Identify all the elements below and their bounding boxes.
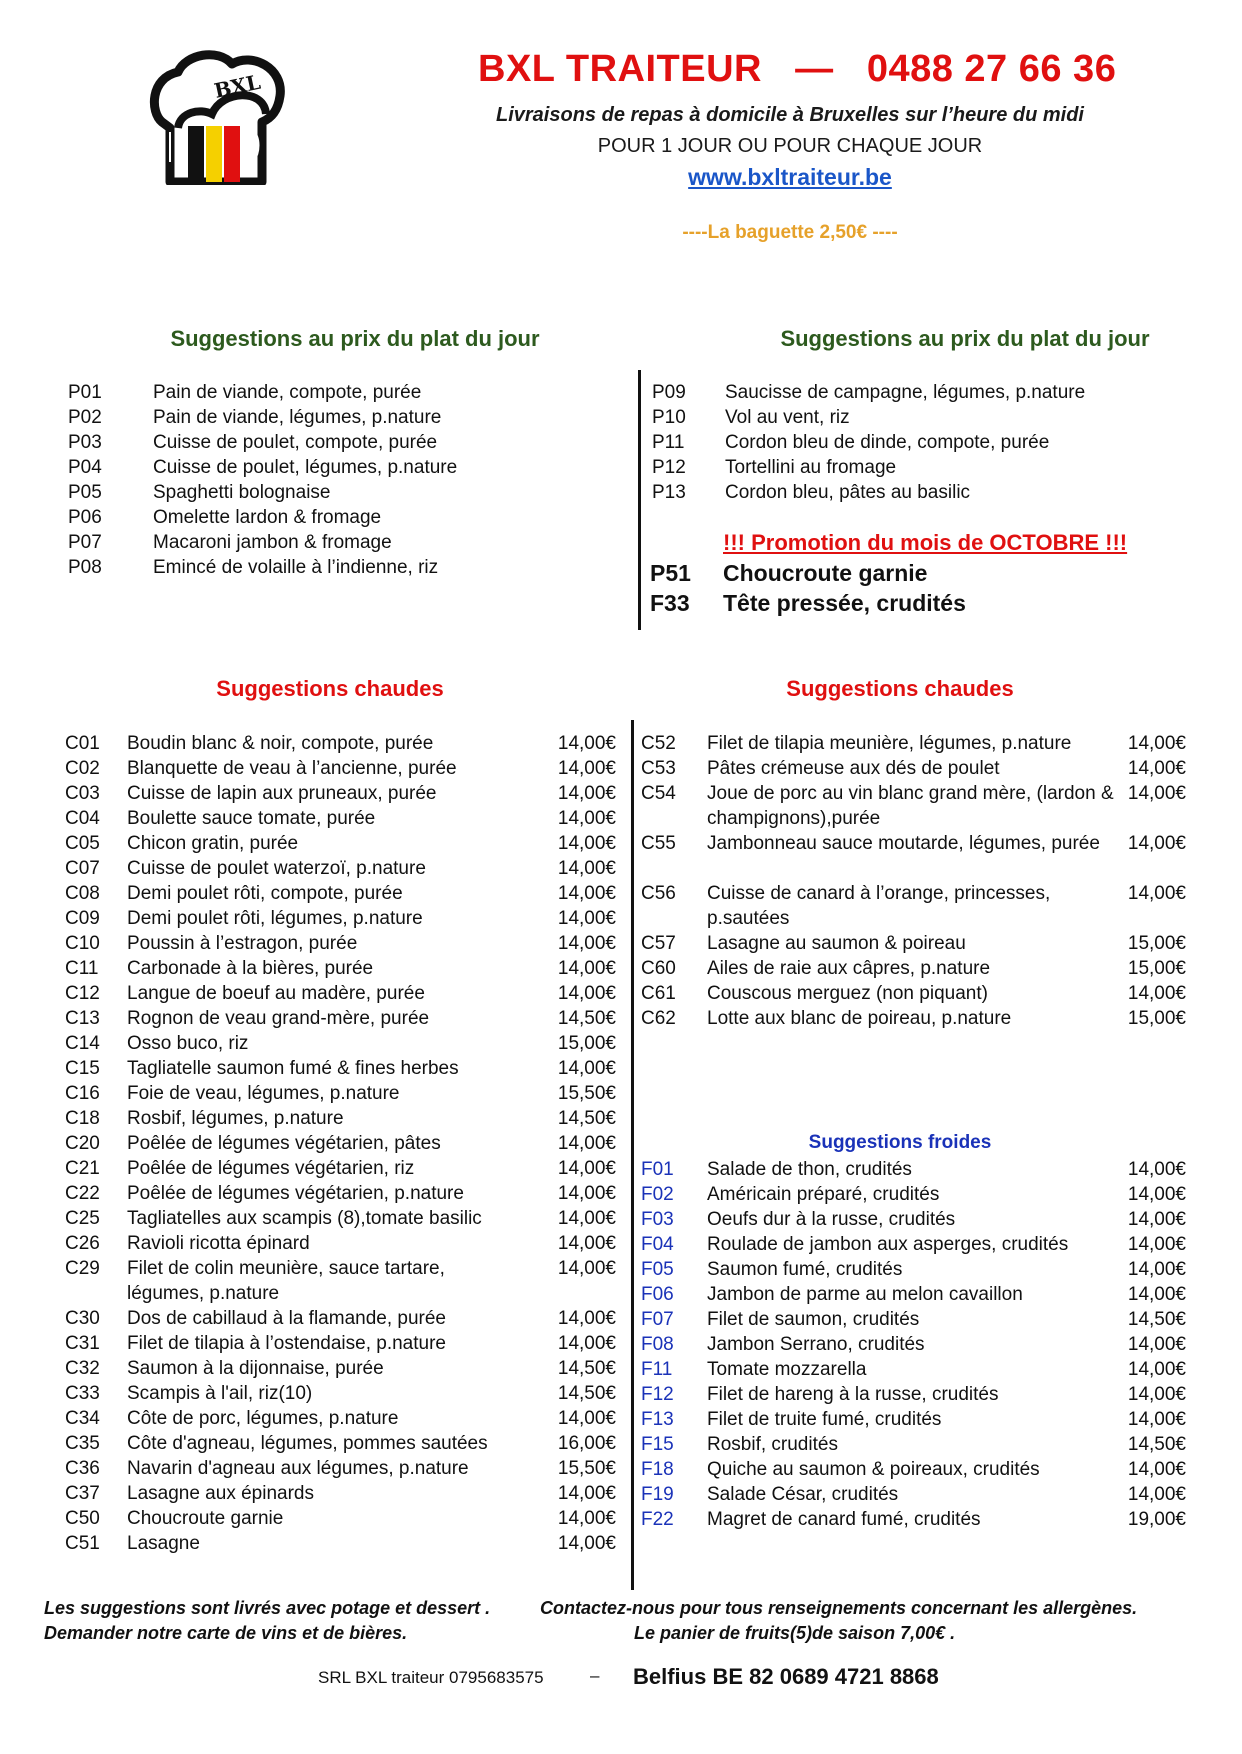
item-code: C04 (65, 808, 100, 829)
item-label: Scampis à l'ail, riz(10) (127, 1383, 313, 1404)
column-divider (638, 370, 641, 630)
menu-item (65, 1406, 620, 1431)
company-registration: SRL BXL traiteur 0795683575 (318, 1668, 544, 1687)
item-price: 15,00€ (1127, 933, 1186, 954)
item-code: P03 (68, 432, 102, 453)
item-label: Saumon à la dijonnaise, purée (127, 1358, 384, 1379)
item-price: 14,00€ (1127, 1359, 1186, 1380)
menu-item (652, 405, 1192, 430)
plat-du-jour-list-left (68, 380, 628, 580)
item-label: Lotte aux blanc de poireau, p.nature (707, 1008, 1012, 1029)
item-price: 14,50€ (557, 1008, 616, 1029)
menu-item (68, 380, 628, 405)
item-code: C05 (65, 833, 100, 854)
menu-item (65, 1356, 620, 1381)
item-label: Ravioli ricotta épinard (127, 1233, 310, 1254)
item-label: Oeufs dur à la russe, crudités (707, 1209, 956, 1230)
menu-item (641, 1482, 1191, 1507)
item-label: Boulette sauce tomate, purée (127, 808, 376, 829)
item-price: 14,00€ (557, 1058, 616, 1079)
item-price: 14,00€ (1127, 1209, 1186, 1230)
item-price: 14,00€ (1127, 758, 1186, 779)
footer-note-wines: Demander notre carte de vins et de bières. (44, 1623, 408, 1643)
menu-item (652, 455, 1192, 480)
footer-separator: – (590, 1666, 600, 1685)
item-label: Cuisse de poulet, légumes, p.nature (153, 457, 458, 478)
item-label: Cuisse de canard à l’orange, princesses, p.sautées (707, 883, 1051, 929)
chaudes-list-right (641, 731, 1191, 1031)
menu-item (65, 1331, 620, 1356)
item-label: Filet de tilapia meunière, légumes, p.nature (707, 733, 1072, 754)
item-code: F22 (641, 1509, 674, 1530)
item-label: Tagliatelle saumon fumé & fines herbes (127, 1058, 459, 1079)
item-label: Macaroni jambon & fromage (153, 532, 392, 553)
item-label: Navarin d'agneau aux légumes, p.nature (127, 1458, 469, 1479)
menu-item (65, 1481, 620, 1506)
menu-item (65, 931, 620, 956)
item-price: 14,00€ (557, 958, 616, 979)
item-label: Couscous merguez (non piquant) (707, 983, 988, 1004)
plat-du-jour-heading-right: Suggestions au prix du plat du jour (780, 326, 1150, 351)
item-price: 14,00€ (557, 1308, 616, 1329)
menu-item (641, 1157, 1191, 1182)
item-code: F08 (641, 1334, 674, 1355)
item-code: P09 (652, 382, 686, 403)
item-code: P02 (68, 407, 102, 428)
item-price: 15,00€ (1127, 1008, 1186, 1029)
baguette-price: ----La baguette 2,50€ ---- (682, 222, 898, 243)
chaudes-heading-right: Suggestions chaudes (786, 676, 1014, 701)
item-price: 14,50€ (1127, 1309, 1186, 1330)
item-code: C61 (641, 983, 676, 1004)
item-label: Omelette lardon & fromage (153, 507, 382, 528)
menu-item (68, 405, 628, 430)
chaudes-heading-left: Suggestions chaudes (216, 676, 444, 701)
item-code: C02 (65, 758, 100, 779)
item-code: C03 (65, 783, 100, 804)
item-code: C10 (65, 933, 100, 954)
menu-item (641, 956, 1191, 981)
menu-item (641, 981, 1191, 1006)
period-text: POUR 1 JOUR OU POUR CHAQUE JOUR (597, 135, 983, 157)
item-label: Blanquette de veau à l’ancienne, purée (127, 758, 457, 779)
item-code: F19 (641, 1484, 674, 1505)
item-label: Rosbif, légumes, p.nature (127, 1108, 344, 1129)
menu-item (65, 981, 620, 1006)
item-price: 14,00€ (557, 808, 616, 829)
column-divider (631, 720, 634, 1590)
menu-item (641, 881, 1191, 931)
footer-note-delivery: Les suggestions sont livrés avec potage et dessert . (44, 1598, 491, 1618)
item-code: C21 (65, 1158, 100, 1179)
item-code: C07 (65, 858, 100, 879)
item-price: 14,00€ (557, 908, 616, 929)
item-label: Poêlée de légumes végétarien, riz (127, 1158, 415, 1179)
item-label: Pâtes crémeuse aux dés de poulet (707, 758, 1000, 779)
menu-item (641, 931, 1191, 956)
item-code: C20 (65, 1133, 100, 1154)
item-code: P08 (68, 557, 102, 578)
menu-item (65, 1306, 620, 1331)
item-price: 14,00€ (1127, 1259, 1186, 1280)
item-code: F02 (641, 1184, 674, 1205)
item-code: F04 (641, 1234, 674, 1255)
item-code: P13 (652, 482, 686, 503)
item-price: 14,00€ (1127, 783, 1186, 804)
item-code: C25 (65, 1208, 100, 1229)
item-code: C56 (641, 883, 676, 904)
item-code: C51 (65, 1533, 100, 1554)
item-label: Poêlée de légumes végétarien, pâtes (127, 1133, 441, 1154)
item-label: Jambon de parme au melon cavaillon (707, 1284, 1023, 1305)
froides-list (641, 1157, 1191, 1532)
menu-item (65, 1506, 620, 1531)
menu-item (641, 781, 1191, 831)
item-label: Roulade de jambon aux asperges, crudités (707, 1234, 1069, 1255)
item-label: Jambon Serrano, crudités (707, 1334, 925, 1355)
promo-code: F33 (650, 590, 690, 616)
plat-du-jour-list-right (652, 380, 1192, 505)
menu-item (65, 756, 620, 781)
item-code: C34 (65, 1408, 100, 1429)
item-price: 14,00€ (557, 933, 616, 954)
menu-item (65, 1006, 620, 1031)
menu-item (65, 781, 620, 806)
item-price: 14,00€ (557, 1233, 616, 1254)
item-price: 14,00€ (557, 1208, 616, 1229)
logo-text: BXL (212, 69, 263, 103)
menu-item (68, 505, 628, 530)
item-label: Pain de viande, légumes, p.nature (153, 407, 442, 428)
item-price: 14,00€ (557, 1408, 616, 1429)
item-price: 14,00€ (1127, 1234, 1186, 1255)
item-code: P01 (68, 382, 102, 403)
item-code: P10 (652, 407, 686, 428)
item-code: C60 (641, 958, 676, 979)
menu-item (65, 806, 620, 831)
item-label: Chicon gratin, purée (127, 833, 299, 854)
item-code: C29 (65, 1258, 100, 1279)
menu-item (68, 430, 628, 455)
menu-item (65, 1081, 620, 1106)
menu-item (641, 1307, 1191, 1332)
item-price: 14,00€ (1127, 1184, 1186, 1205)
item-price: 14,00€ (1127, 1409, 1186, 1430)
item-label: Saucisse de campagne, légumes, p.nature (725, 382, 1086, 403)
item-code: C52 (641, 733, 676, 754)
promo-label: Tête pressée, crudités (723, 590, 966, 616)
item-label: Salade César, crudités (707, 1484, 899, 1505)
item-code: F11 (641, 1359, 673, 1380)
menu-item (65, 1106, 620, 1131)
item-label: Demi poulet rôti, légumes, p.nature (127, 908, 423, 929)
menu-item (65, 956, 620, 981)
item-price: 14,00€ (557, 1183, 616, 1204)
menu-item (65, 856, 620, 881)
item-price: 14,00€ (1127, 1459, 1186, 1480)
menu-item (641, 1006, 1191, 1031)
item-code: C62 (641, 1008, 676, 1029)
promo-code: P51 (650, 560, 691, 586)
item-label: Lasagne au saumon & poireau (707, 933, 966, 954)
item-price: 15,00€ (557, 1033, 616, 1054)
menu-item (65, 1131, 620, 1156)
footer-note-fruits: Le panier de fruits(5)de saison 7,00€ . (634, 1623, 956, 1643)
menu-item (641, 1507, 1191, 1532)
menu-item (65, 881, 620, 906)
item-label: Tortellini au fromage (725, 457, 897, 478)
item-label: Dos de cabillaud à la flamande, purée (127, 1308, 446, 1329)
item-label: Pain de viande, compote, purée (153, 382, 422, 403)
item-price: 14,00€ (557, 1258, 616, 1279)
item-label: Filet de tilapia à l’ostendaise, p.nature (127, 1333, 446, 1354)
item-label: Osso buco, riz (127, 1033, 249, 1054)
item-label: Filet de saumon, crudités (707, 1309, 920, 1330)
promotion-title: !!! Promotion du mois de OCTOBRE !!! (723, 530, 1128, 555)
plat-du-jour-heading-left: Suggestions au prix du plat du jour (170, 326, 540, 351)
item-label: Ailes de raie aux câpres, p.nature (707, 958, 991, 979)
menu-item (65, 1456, 620, 1481)
item-code: F12 (641, 1384, 674, 1405)
item-label: Boudin blanc & noir, compote, purée (127, 733, 434, 754)
item-code: P05 (68, 482, 102, 503)
menu-item (641, 1457, 1191, 1482)
item-label: Filet de hareng à la russe, crudités (707, 1384, 999, 1405)
item-label: Emincé de volaille à l’indienne, riz (153, 557, 439, 578)
menu-item (65, 831, 620, 856)
item-label: Tagliatelles aux scampis (8),tomate basilic (127, 1208, 482, 1229)
item-label: Côte d'agneau, légumes, pommes sautées (127, 1433, 488, 1454)
item-price: 14,00€ (557, 1533, 616, 1554)
item-code: C30 (65, 1308, 100, 1329)
menu-item (652, 480, 1192, 505)
menu-item (641, 831, 1191, 881)
item-code: C32 (65, 1358, 100, 1379)
menu-item (641, 1232, 1191, 1257)
menu-item (641, 1257, 1191, 1282)
item-code: C12 (65, 983, 100, 1004)
item-label: Filet de truite fumé, crudités (707, 1409, 942, 1430)
item-label: Magret de canard fumé, crudités (707, 1509, 981, 1530)
promo-label: Choucroute garnie (723, 560, 928, 586)
menu-item (68, 530, 628, 555)
item-price: 14,50€ (557, 1108, 616, 1129)
item-label: Cuisse de poulet waterzoï, p.nature (127, 858, 426, 879)
item-price: 14,00€ (1127, 983, 1186, 1004)
item-label: Carbonade à la bières, purée (127, 958, 374, 979)
menu-item (65, 906, 620, 931)
item-code: C09 (65, 908, 100, 929)
item-label: Jambonneau sauce moutarde, légumes, purée (707, 833, 1100, 854)
item-label: Spaghetti bolognaise (153, 482, 331, 503)
item-price: 14,00€ (1127, 1159, 1186, 1180)
chaudes-list-left (65, 731, 620, 1556)
item-price: 15,50€ (557, 1083, 616, 1104)
item-label: Cuisse de lapin aux pruneaux, purée (127, 783, 437, 804)
item-code: C08 (65, 883, 100, 904)
item-code: P07 (68, 532, 102, 553)
menu-item (65, 1056, 620, 1081)
item-label: Demi poulet rôti, compote, purée (127, 883, 403, 904)
menu-item (65, 1156, 620, 1181)
item-price: 19,00€ (1127, 1509, 1186, 1530)
menu-item (641, 756, 1191, 781)
menu-item (652, 430, 1192, 455)
item-price: 14,00€ (557, 1483, 616, 1504)
menu-item (68, 555, 628, 580)
menu-item (68, 455, 628, 480)
bank-account: Belfius BE 82 0689 4721 8868 (633, 1664, 939, 1689)
menu-item (641, 1382, 1191, 1407)
item-label: Joue de porc au vin blanc grand mère, (lardon & champignons),purée (707, 783, 1114, 829)
item-code: C36 (65, 1458, 100, 1479)
menu-item (641, 1207, 1191, 1232)
menu-item (65, 1531, 620, 1556)
item-price: 14,00€ (557, 833, 616, 854)
item-code: C57 (641, 933, 676, 954)
item-label: Filet de colin meunière, sauce tartare, légumes, p.nature (127, 1258, 445, 1304)
item-code: C15 (65, 1058, 100, 1079)
menu-item (641, 1282, 1191, 1307)
item-price: 14,50€ (1127, 1434, 1186, 1455)
item-label: Quiche au saumon & poireaux, crudités (707, 1459, 1040, 1480)
menu-item (641, 1357, 1191, 1382)
item-code: P04 (68, 457, 102, 478)
item-price: 14,00€ (1127, 883, 1186, 904)
menu-item (65, 1431, 620, 1456)
item-code: F07 (641, 1309, 674, 1330)
item-price: 14,00€ (1127, 1484, 1186, 1505)
item-code: C22 (65, 1183, 100, 1204)
website-link[interactable]: www.bxltraiteur.be (688, 164, 892, 190)
item-price: 14,00€ (1127, 1284, 1186, 1305)
footer-note-allergens: Contactez-nous pour tous renseignements concernant les allergènes. (540, 1598, 1138, 1618)
item-price: 14,00€ (1127, 833, 1186, 854)
item-label: Lasagne (127, 1533, 200, 1554)
item-label: Cordon bleu, pâtes au basilic (725, 482, 971, 503)
item-price: 14,00€ (557, 733, 616, 754)
item-code: C31 (65, 1333, 100, 1354)
item-code: C35 (65, 1433, 100, 1454)
menu-item (641, 1407, 1191, 1432)
item-price: 14,00€ (1127, 1384, 1186, 1405)
item-label: Poêlée de légumes végétarien, p.nature (127, 1183, 464, 1204)
menu-item (68, 480, 628, 505)
item-code: F13 (641, 1409, 674, 1430)
item-code: F15 (641, 1434, 674, 1455)
item-price: 14,00€ (557, 883, 616, 904)
tagline: Livraisons de repas à domicile à Bruxelles sur l’heure du midi (496, 104, 1084, 126)
item-price: 14,00€ (1127, 733, 1186, 754)
item-code: C50 (65, 1508, 100, 1529)
item-code: F05 (641, 1259, 674, 1280)
item-price: 14,00€ (557, 1133, 616, 1154)
item-price: 15,50€ (557, 1458, 616, 1479)
item-label: Tomate mozzarella (707, 1359, 867, 1380)
menu-item (641, 1332, 1191, 1357)
item-code: C54 (641, 783, 676, 804)
item-label: Foie de veau, légumes, p.nature (127, 1083, 400, 1104)
item-price: 14,00€ (557, 1158, 616, 1179)
item-price: 14,00€ (557, 858, 616, 879)
item-label: Poussin à l’estragon, purée (127, 933, 358, 954)
item-label: Lasagne aux épinards (127, 1483, 314, 1504)
item-price: 14,00€ (557, 1508, 616, 1529)
item-label: Rognon de veau grand-mère, purée (127, 1008, 430, 1029)
bxl-chef-logo (148, 50, 288, 185)
item-code: P12 (652, 457, 686, 478)
item-label: Salade de thon, crudités (707, 1159, 912, 1180)
item-price: 14,00€ (557, 1333, 616, 1354)
item-label: Saumon fumé, crudités (707, 1259, 903, 1280)
menu-item (65, 1031, 620, 1056)
item-price: 14,50€ (557, 1383, 616, 1404)
item-code: C26 (65, 1233, 100, 1254)
business-title-phone: BXL TRAITEUR — 0488 27 66 36 (478, 48, 1117, 90)
menu-item (65, 1231, 620, 1256)
item-label: Américain préparé, crudités (707, 1184, 940, 1205)
item-code: F03 (641, 1209, 674, 1230)
item-code: C18 (65, 1108, 100, 1129)
menu-item (65, 1256, 620, 1306)
item-label: Choucroute garnie (127, 1508, 284, 1529)
froides-heading: Suggestions froides (808, 1132, 992, 1153)
item-code: C33 (65, 1383, 100, 1404)
item-code: C13 (65, 1008, 100, 1029)
item-price: 16,00€ (557, 1433, 616, 1454)
item-code: C16 (65, 1083, 100, 1104)
item-price: 14,00€ (557, 783, 616, 804)
menu-item (641, 1182, 1191, 1207)
item-label: Langue de boeuf au madère, purée (127, 983, 425, 1004)
item-label: Rosbif, crudités (707, 1434, 838, 1455)
item-price: 14,50€ (557, 1358, 616, 1379)
item-code: C14 (65, 1033, 100, 1054)
menu-item (65, 1181, 620, 1206)
menu-item (641, 731, 1191, 756)
menu-item (652, 380, 1192, 405)
item-price: 14,00€ (557, 983, 616, 1004)
menu-item (65, 1206, 620, 1231)
item-label: Vol au vent, riz (725, 407, 850, 428)
item-code: C37 (65, 1483, 100, 1504)
menu-item (65, 1381, 620, 1406)
item-code: C55 (641, 833, 676, 854)
item-price: 14,00€ (1127, 1334, 1186, 1355)
item-code: C53 (641, 758, 676, 779)
item-code: C01 (65, 733, 100, 754)
item-label: Côte de porc, légumes, p.nature (127, 1408, 399, 1429)
item-price: 15,00€ (1127, 958, 1186, 979)
item-label: Cordon bleu de dinde, compote, purée (725, 432, 1050, 453)
item-label: Cuisse de poulet, compote, purée (153, 432, 438, 453)
menu-item (65, 731, 620, 756)
item-code: F06 (641, 1284, 674, 1305)
item-price: 14,00€ (557, 758, 616, 779)
item-code: F18 (641, 1459, 674, 1480)
menu-item (641, 1432, 1191, 1457)
item-code: P11 (652, 432, 685, 453)
item-code: P06 (68, 507, 102, 528)
item-code: C11 (65, 958, 99, 979)
item-code: F01 (641, 1159, 674, 1180)
